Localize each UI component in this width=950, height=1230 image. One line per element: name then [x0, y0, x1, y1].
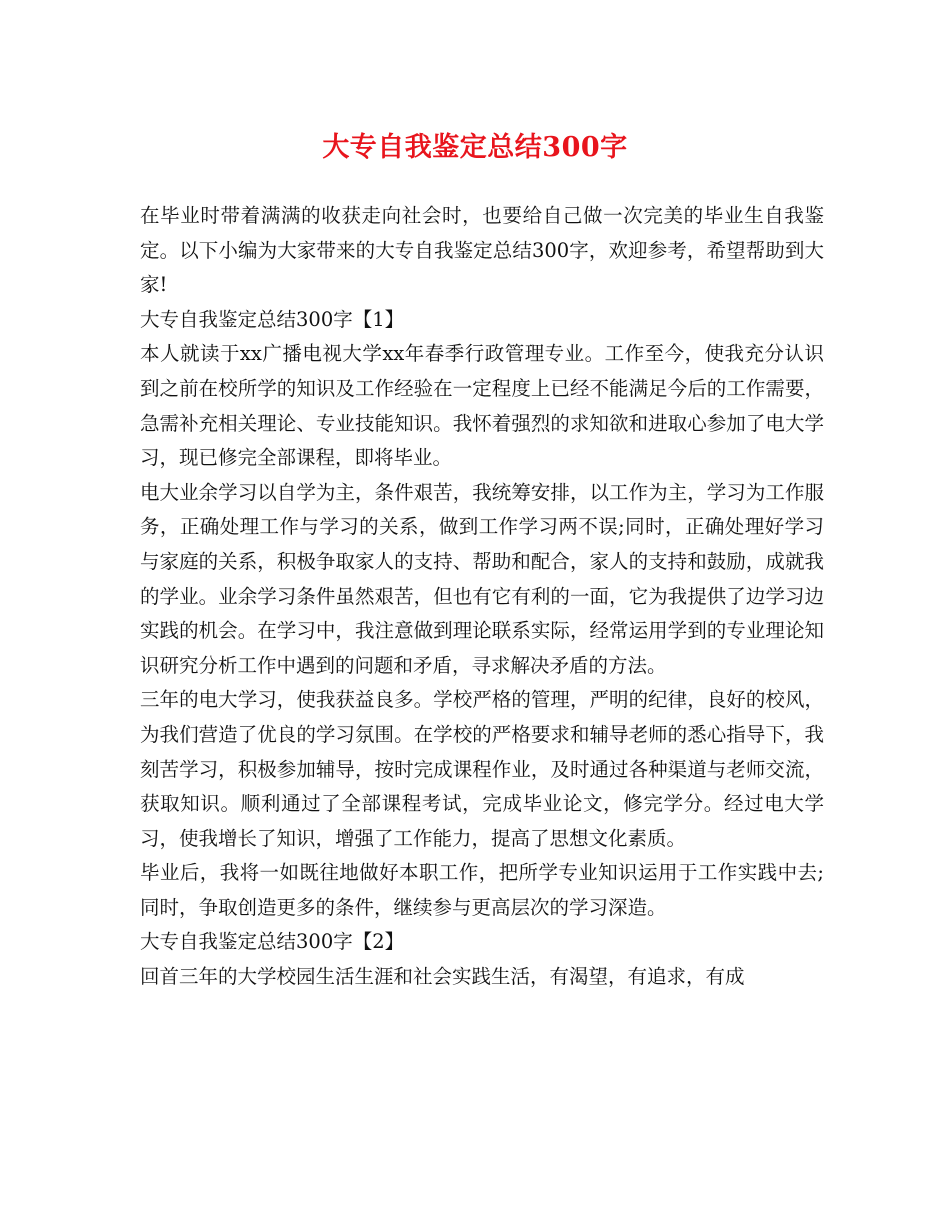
section-heading-1: 大专自我鉴定总结300字【1】: [140, 307, 405, 331]
paragraph: 三年的电大学习，使我获益良多。学校严格的管理，严明的纪律，良好的校风，为我们营造了优良的学习氛围。在学校的严格要求和辅导老师的悉心指导下，我刻苦学习，积极参加辅导，按时完成课程作业，及时通过各种渠道与老师交流，获取知识。顺利通过了全部课程考试，完成毕业论文，修完学分。经过电大学习，使我增长了知识，增强了工作能力，提高了思想文化素质。: [140, 688, 824, 850]
paragraph: 本人就读于xx广播电视大学xx年春季行政管理专业。工作至今，使我充分认识到之前在校所学的知识及工作经验在一定程度上已经不能满足今后的工作需要，急需补充相关理论、专业技能知识。我怀着强烈的求知欲和进取心参加了电大学习，现已修完全部课程，即将毕业。: [140, 342, 824, 470]
document-title: 大专自我鉴定总结300字: [322, 132, 628, 163]
section-heading-2: 大专自我鉴定总结300字【2】: [140, 930, 405, 954]
document-body: [140, 199, 824, 995]
paragraph-intro: 在毕业时带着满满的收获走向社会时，也要给自己做一次完美的毕业生自我鉴定。以下小编为大家带来的大专自我鉴定总结300字，欢迎参考，希望帮助到大家!: [140, 204, 824, 297]
paragraph: 毕业后，我将一如既往地做好本职工作，把所学专业知识运用于工作实践中去;同时，争取创造更多的条件，继续参与更高层次的学习深造。: [140, 861, 824, 919]
paragraph: 回首三年的大学校园生活生涯和社会实践生活，有渴望，有追求，有成: [140, 965, 745, 989]
paragraph: 电大业余学习以自学为主，条件艰苦，我统筹安排，以工作为主，学习为工作服务，正确处理工作与学习的关系，做到工作学习两不误;同时，正确处理好学习与家庭的关系，积极争取家人的支持、帮助和配合，家人的支持和鼓励，成就我的学业。业余学习条件虽然艰苦，但也有它有利的一面，它为我提供了边学习边实践的机会。在学习中，我注意做到理论联系实际，经常运用学到的专业理论知识研究分析工作中遇到的问题和矛盾，寻求解决矛盾的方法。: [140, 480, 824, 677]
